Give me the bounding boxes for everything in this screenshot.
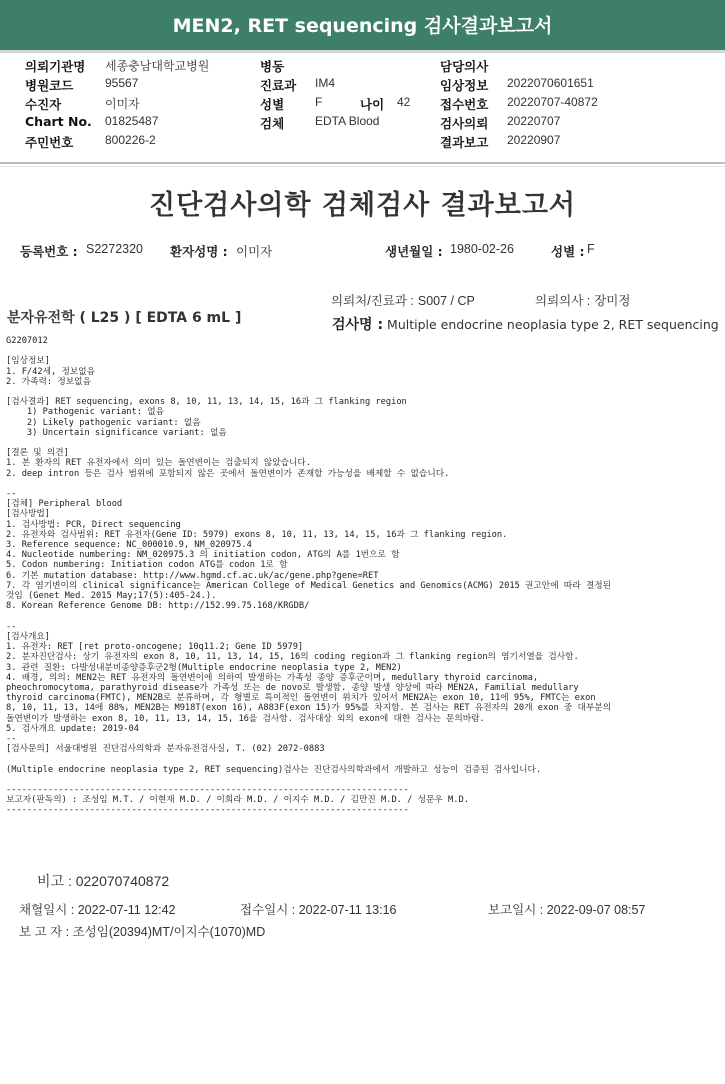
section-divider xyxy=(0,162,725,164)
received-value: 2022-07-11 13:16 xyxy=(298,903,397,917)
info-label: 의뢰기관명 xyxy=(25,59,86,74)
received-label: 접수일시 : xyxy=(240,903,296,917)
received-row xyxy=(240,900,397,918)
info-value: 800226-2 xyxy=(105,133,156,147)
collected-row xyxy=(19,900,176,918)
age-value: 42 xyxy=(397,95,411,109)
info-value: EDTA Blood xyxy=(315,114,380,128)
info-value: F xyxy=(315,95,323,109)
info-value: 이미자 xyxy=(105,97,140,111)
test-name-label: 검사명 : xyxy=(332,317,384,333)
info-label: 병동 xyxy=(260,59,285,74)
reported-row xyxy=(488,900,645,918)
reporter-label: 보 고 자 : xyxy=(19,925,70,939)
reported-value: 2022-09-07 08:57 xyxy=(546,903,646,917)
test-name-value: Multiple endocrine neoplasia type 2, RET sequencing xyxy=(387,317,719,332)
info-value: 20220907 xyxy=(507,133,561,147)
sex-label: 성별 : xyxy=(551,244,585,259)
info-value: 01825487 xyxy=(105,114,159,128)
doctor-value: 장미정 xyxy=(594,294,631,308)
info-value: 2022070601651 xyxy=(507,76,594,90)
collected-value: 2022-07-11 12:42 xyxy=(77,903,176,917)
sex-value: F xyxy=(587,242,595,256)
info-label: 담당의사 xyxy=(440,59,489,74)
info-label: 수진자 xyxy=(25,97,62,112)
reg-no-value: S2272320 xyxy=(86,242,144,256)
patient-info-grid xyxy=(25,57,715,152)
age-label: 나이 xyxy=(360,97,385,112)
info-row xyxy=(25,114,715,133)
info-label: 검사의뢰 xyxy=(440,116,489,131)
info-label: 진료과 xyxy=(260,78,297,93)
dob-value: 1980-02-26 xyxy=(450,242,514,256)
patient-value: 이미자 xyxy=(236,245,273,259)
reg-no-label: 등록번호 : xyxy=(20,244,78,259)
dob-label: 생년월일 : xyxy=(385,244,443,259)
info-label: 검체 xyxy=(260,116,285,131)
doctor-label: 의뢰의사 : xyxy=(535,294,591,308)
header-divider xyxy=(0,50,725,53)
info-label: 성별 xyxy=(260,97,285,112)
info-label: 주민번호 xyxy=(25,135,74,150)
report-body-text: G2207012 [임상정보] 1. F/42세, 정보없음 2. 가족력: 정보없음 [검사결과] RET sequencing, exons 8, 10, 11, 13, 14, 15, 16과 그 flanking region 1) Pathogenic variant: 없음 2) Likely pathogenic variant: 없음 3) Uncertain significance variant: 없음 [결론 및 의견] 1. 본 환자의 RET 유전자에서 의미 있는 돌연변이는 검출되지 않았습니다. 2. deep intron 등은 검사 범위에 포함되지 않은 곳에서 돌연변이가 존재할 가능성을 배제할 수 없습니다. -- [검체] Peripheral blood [검사방법] 1. 검사방법: PCR, Direct sequencing 2. 유전자와 검사범위: RET 유전자(Gene ID: 5979) exons 8, 10, 11, 13, 14, 15, 16과 그 flanking region. 3. Reference sequence: NC_000010.9, NM_020975.4 4. Nucleotide numbering: NM_020975.3 의 initiation codon, ATG의 A를 1번으로 함 5. Codon numbering: Initiation codon ATG를 codon 1로 함 6. 기본 mutation database: http://www.hgmd.cf.ac.uk/ac/gene.php?gene=RET 7. 각 염기변이의 clinical significance는 American College of Medical Genetics and Genomics(ACMG) 2015 권고안에 따라 결정된 것임 (Genet Med. 2015 May;17(5):405-24.). 8. Korean Reference Genome DB: http://152.99.75.168/KRGDB/ -- [검사개요] 1. 유전자: RET [ret proto-oncogene; 10q11.2; Gene ID 5979] 2. 분자진단검사: 상기 유전자의 exon 8, 10, 11, 13, 14, 15, 16의 coding region과 그 flanking region의 염기서열을 검사함. 3. 관련 질환: 다발성내분비종양증후군2형(Multiple endocrine neoplasia type 2, MEN2) 4. 배경, 의의: MEN2는 RET 유전자의 돌연변이에 의하여 발생하는 가족성 종양 증후군이며, medullary thyroid carcinoma, pheochromocytoma, parathyroid disease가 가족성 또는 de novo로 발생함. 종양 발생 양상에 따라 MEN2A, Familial medullary thyroid carcinoma(FMTC), MEN2B로 분류하며, 각 형별로 특이적인 돌연변이 위치가 있어서 MEN2A는 exon 10, 11에 95%, FMTC는 exon 8, 10, 11, 13, 14에 88%, MEN2B는 M918T(exon 16), A883F(exon 15)가 95%를 차지함. 본 검사는 RET 유전자의 20개 exon 중 대부분의 돌연변이가 발생하는 exon 8, 10, 11, 13, 14, 15, 16을 검사함. 검사대상 외의 exon에 대한 검사는 문의바람. 5. 검사개요 update: 2019-04 -- [검사문의] 서울대병원 진단검사의학과 분자유전검사실, T. (02) 2072-0883 (Multiple endocrine neoplasia type 2, RET sequencing)검사는 진단검사의학과에서 개발하고 성능이 검증된 검사입니다. ----------------------------------------------------------------------------- 보고자(판독의) : 조성임 M.T. / 이현재 M.D. / 이희라 M.D. / 이지수 M.D. / 김만진 M.D. / 성문우 M.D. ----------------------------------------------------------------------------- xyxy=(6,336,612,816)
info-value: 20220707 xyxy=(507,114,561,128)
dept-label: 의뢰처/진료과 : xyxy=(331,294,414,308)
info-value: 95567 xyxy=(105,76,139,90)
report-header-title: MEN2, RET sequencing 검사결과보고서 xyxy=(0,0,725,50)
info-value: 세종충남대학교병원 xyxy=(105,59,210,73)
doctor-row xyxy=(535,291,630,309)
reporter-row xyxy=(19,922,265,940)
info-label: 임상정보 xyxy=(440,78,489,93)
remark-row xyxy=(37,871,169,891)
report-main-title: 진단검사의학 검체검사 결과보고서 xyxy=(148,190,577,221)
remark-value: 022070740872 xyxy=(75,873,170,889)
info-row xyxy=(25,76,715,95)
info-label: 결과보고 xyxy=(440,135,489,150)
info-label: 접수번호 xyxy=(440,97,489,112)
info-value: 20220707-40872 xyxy=(507,95,598,109)
info-value: IM4 xyxy=(315,76,336,90)
dept-row xyxy=(331,291,475,309)
reported-label: 보고일시 : xyxy=(488,903,544,917)
reporter-value: 조성임(20394)MT/이지수(1070)MD xyxy=(72,925,266,939)
collected-label: 채혈일시 : xyxy=(19,903,75,917)
info-row xyxy=(25,57,715,76)
info-row xyxy=(25,133,715,152)
info-label: Chart No. xyxy=(25,114,92,129)
section-divider-shadow xyxy=(0,166,725,167)
dept-value: S007 / CP xyxy=(417,294,475,308)
specimen-title: 분자유전학 ( L25 ) [ EDTA 6 mL ] xyxy=(7,310,242,326)
patient-label: 환자성명 : xyxy=(170,244,228,259)
info-label: 병원코드 xyxy=(25,78,74,93)
info-row xyxy=(25,95,715,114)
remark-label: 비고 : xyxy=(37,873,72,889)
test-name-row xyxy=(332,314,719,334)
